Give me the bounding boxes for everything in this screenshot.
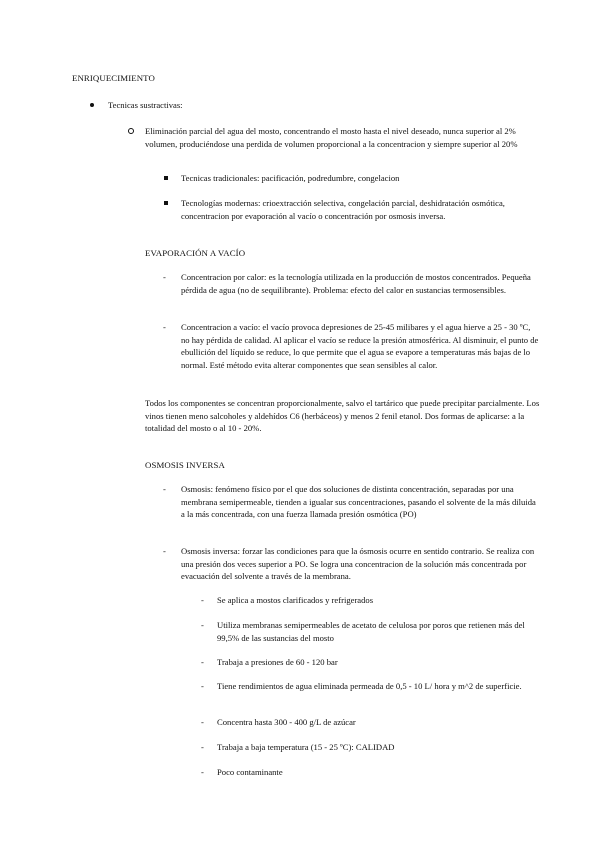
heading-enriquecimiento: ENRIQUECIMIENTO xyxy=(72,73,155,83)
bullet-dash xyxy=(163,271,171,283)
bullet-dot xyxy=(88,99,96,111)
bullet-dash xyxy=(201,594,209,606)
list-item-sub: Trabaja a presiones de 60 - 120 bar xyxy=(217,657,338,667)
list-item-eliminacion: Eliminación parcial del agua del mosto, concentrando el mosto hasta el nivel deseado, nunca superior al 2% volumen, produciéndose una perdida de volumen proporcional a la concentracion y siempre superior al 20% xyxy=(145,126,518,149)
bullet-dash xyxy=(163,483,171,495)
bullet-dash xyxy=(201,680,209,692)
list-item-sub: Utiliza membranas semipermeables de acetato de celulosa por poros que retienen más del 99,5% de las sustancias del mosto xyxy=(217,620,525,643)
list-item-sub: Poco contaminante xyxy=(217,767,283,777)
bullet-dash xyxy=(163,545,171,557)
paragraph-componentes: Todos los componentes se concentran proporcionalmente, salvo el tartárico que puede precipitar parcialmente. Los vinos tienen meno salcoholes y aldehídos C6 (herbáceos) y menos 2 fenil etanol. Dos formas de aplicarse: a la totalidad del mosto o al 10 - 20%. xyxy=(145,398,540,434)
list-item-sub: Concentra hasta 300 - 400 g/L de azúcar xyxy=(217,717,356,727)
bullet-dash xyxy=(201,656,209,668)
list-item-concentracion-calor: Concentracion por calor: es la tecnología utilizada en la producción de mostos concentrados. Pequeña pérdida de agua (no de sequilibrante). Problema: efecto del calor en sustancias termosensibles. xyxy=(181,272,531,295)
bullet-dash xyxy=(201,619,209,631)
list-item-sub: Trabaja a baja temperatura (15 - 25 ºC): CALIDAD xyxy=(217,742,395,752)
bullet-square xyxy=(163,172,171,184)
list-item-sub: Se aplica a mostos clarificados y refrigerados xyxy=(217,595,374,605)
bullet-square xyxy=(163,197,171,209)
list-item-tecnicas-tradicionales: Tecnicas tradicionales: pacificación, podredumbre, congelacion xyxy=(181,173,400,183)
bullet-dash xyxy=(201,716,209,728)
list-item-sub: Tiene rendimientos de agua eliminada permeada de 0,5 - 10 L/ hora y m^2 de superficie. xyxy=(217,681,522,691)
heading-evaporacion: EVAPORACIÓN A VACÍO xyxy=(145,248,246,258)
list-item-osmosis-inversa: Osmosis inversa: forzar las condiciones para que la ósmosis ocurre en sentido contrario. Se realiza con una presión dos veces superior a PO. Se logra una concentracion de la solución más concentrada por evacuación del solvente a través de la membrana. xyxy=(181,546,535,582)
list-item-concentracion-vacio: Concentracion a vacío: el vacío provoca depresiones de 25-45 milibares y el agua hierve a 25 - 30 ºC, no hay pérdida de calidad. Al aplicar el vacío se reduce la presión atmosférica. Al disminuir, el punto de ebullición del líquido se reduce, lo que permite que el agua se evapore a temperaturas más bajas de lo normal. Esté método evita alterar componentes que sean sensibles al calor. xyxy=(181,322,539,370)
list-item-osmosis: Osmosis: fenómeno físico por el que dos soluciones de distinta concentración, separadas por una membrana semipermeable, tienden a igualar sus concentraciones, pasando el solvente de la más diluida a la más concentrada, con una fuerza llamada presión osmótica (PO) xyxy=(181,484,536,520)
heading-osmosis-inversa: OSMOSIS INVERSA xyxy=(145,460,225,470)
bullet-circle xyxy=(127,125,135,137)
bullet-dash xyxy=(201,766,209,778)
list-item-tecnologias-modernas: Tecnologías modernas: crioextracción selectiva, congelación parcial, deshidratación osmótica, concentracion por evaporación al vacío o concentración por osmosis inversa. xyxy=(181,198,505,221)
bullet-dash xyxy=(201,741,209,753)
bullet-dash xyxy=(163,321,171,333)
list-item-tecnicas-sustractivas: Tecnicas sustractivas: xyxy=(108,100,183,110)
